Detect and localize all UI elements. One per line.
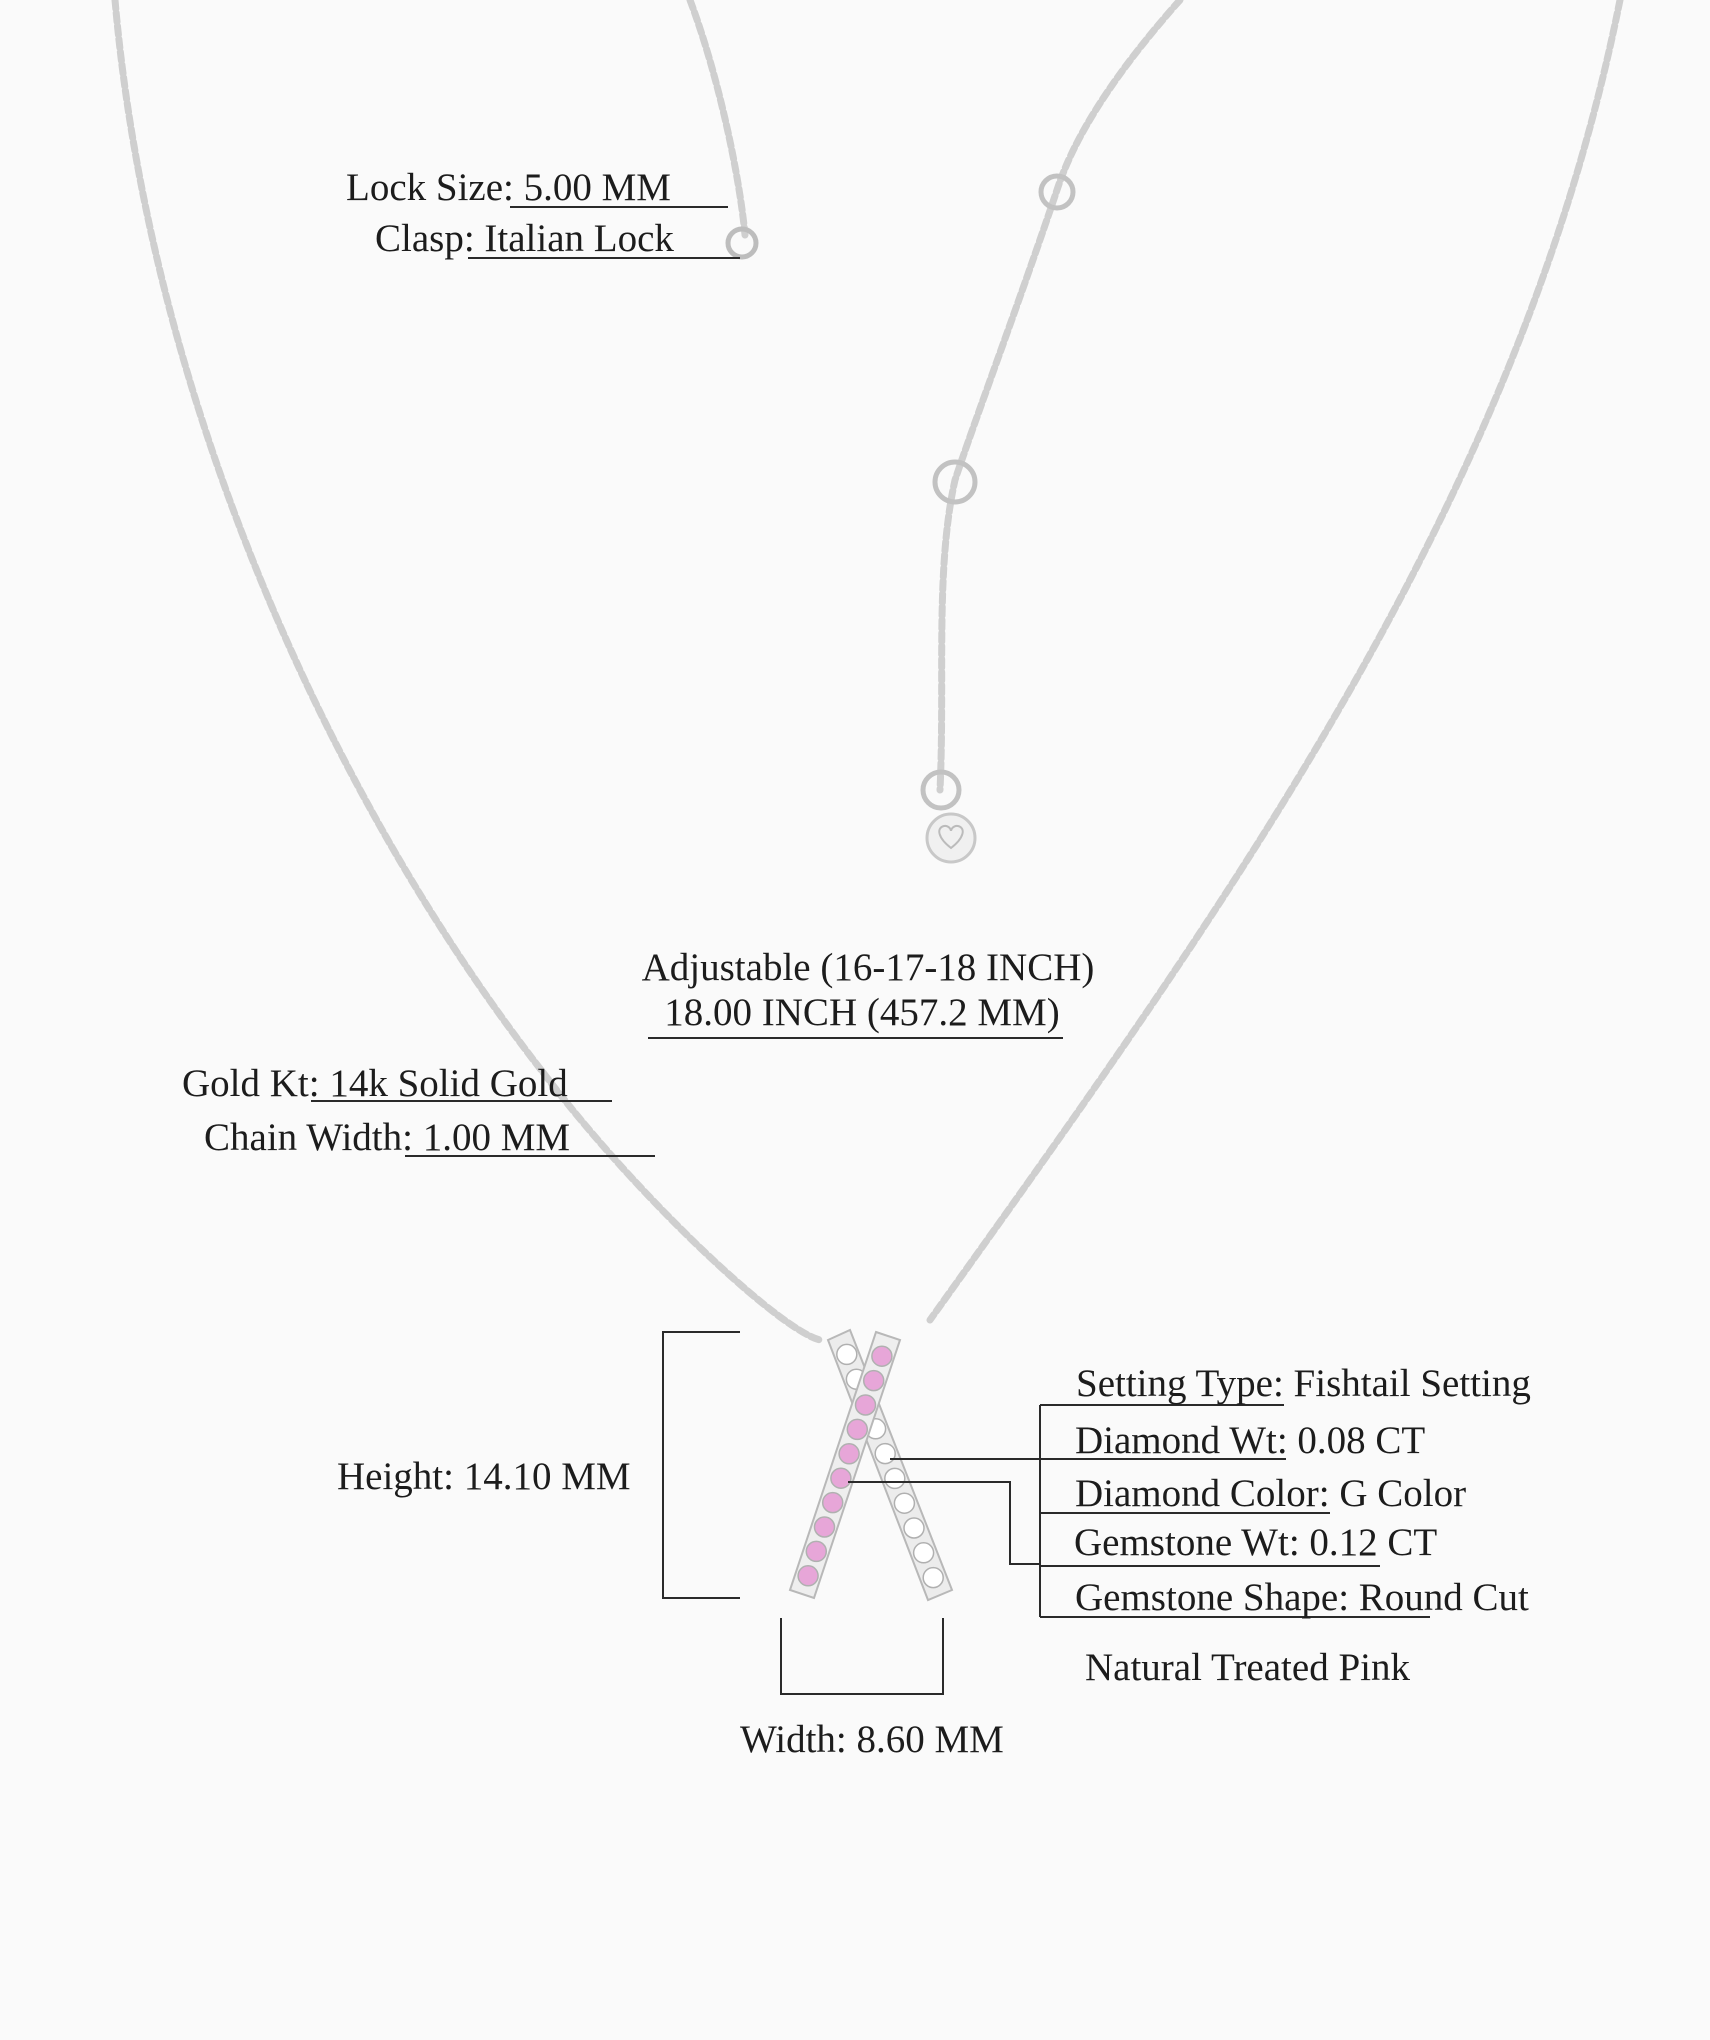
diamond-stone-icon xyxy=(904,1518,924,1538)
clasp-value: Italian Lock xyxy=(484,217,674,260)
diamond-stone-icon xyxy=(923,1568,943,1588)
pink-gemstone-icon xyxy=(864,1371,884,1391)
gemstone-shape-value: Round Cut xyxy=(1358,1576,1529,1619)
pendant xyxy=(790,1330,952,1600)
pink-gemstone-icon xyxy=(815,1517,835,1537)
diamond-wt-value: 0.08 CT xyxy=(1297,1419,1426,1462)
pink-gemstone-icon xyxy=(856,1395,876,1415)
gemstone-shape-label: Gemstone Shape: xyxy=(1075,1576,1350,1619)
gemstone-wt-spec xyxy=(1074,1523,1437,1562)
clasp-label: Clasp: xyxy=(375,217,475,260)
lock-size-spec xyxy=(346,168,671,207)
gold-kt-label: Gold Kt: xyxy=(182,1062,320,1105)
pink-gemstone-icon xyxy=(798,1566,818,1586)
diamond-wt-spec xyxy=(1075,1421,1425,1460)
pink-gemstone-icon xyxy=(847,1419,867,1439)
chain-width-label: Chain Width: xyxy=(204,1116,413,1159)
clasp-spec xyxy=(375,219,674,258)
pink-gemstone-icon xyxy=(872,1346,892,1366)
chain-width-spec xyxy=(204,1118,570,1157)
gemstone-wt-value: 0.12 CT xyxy=(1309,1521,1438,1564)
pink-gemstone-icon xyxy=(831,1468,851,1488)
heart-tag-icon xyxy=(927,814,975,862)
diamond-stone-icon xyxy=(875,1444,895,1464)
setting-type-label: Setting Type: xyxy=(1076,1362,1284,1405)
chain-clasp-segment xyxy=(690,0,745,235)
diamond-stone-icon xyxy=(837,1344,857,1364)
diamond-stone-icon xyxy=(894,1493,914,1513)
diamond-stone-icon xyxy=(914,1543,934,1563)
gemstone-shape-spec xyxy=(1075,1578,1529,1617)
diamond-color-label: Diamond Color: xyxy=(1075,1472,1330,1515)
setting-type-value: Fishtail Setting xyxy=(1293,1362,1531,1405)
gold-kt-spec xyxy=(182,1064,568,1103)
diamond-color-value: G Color xyxy=(1339,1472,1467,1515)
length-spec: 18.00 INCH (457.2 MM) xyxy=(664,991,1060,1034)
chain-width-value: 1.00 MM xyxy=(422,1116,571,1159)
gemstone-type-spec: Natural Treated Pink xyxy=(1085,1646,1410,1689)
lock-size-label: Lock Size: xyxy=(346,166,514,209)
pink-gemstone-icon xyxy=(839,1444,859,1464)
diamond-stone-icon xyxy=(885,1468,905,1488)
height-spec: Height: 14.10 MM xyxy=(337,1455,631,1498)
chain-extender xyxy=(940,0,1180,790)
adjustable-length-spec: Adjustable (16-17-18 INCH) xyxy=(641,946,1095,989)
setting-type-spec xyxy=(1076,1364,1531,1403)
pink-gemstone-icon xyxy=(823,1493,843,1513)
gemstone-wt-label: Gemstone Wt: xyxy=(1074,1521,1300,1564)
pink-gemstone-icon xyxy=(806,1541,826,1561)
diamond-wt-label: Diamond Wt: xyxy=(1075,1419,1288,1462)
width-spec: Width: 8.60 MM xyxy=(740,1718,1004,1761)
diamond-color-spec xyxy=(1075,1474,1466,1513)
lock-size-value: 5.00 MM xyxy=(523,166,671,209)
gold-kt-value: 14k Solid Gold xyxy=(329,1062,568,1105)
chain-right xyxy=(930,0,1620,1320)
